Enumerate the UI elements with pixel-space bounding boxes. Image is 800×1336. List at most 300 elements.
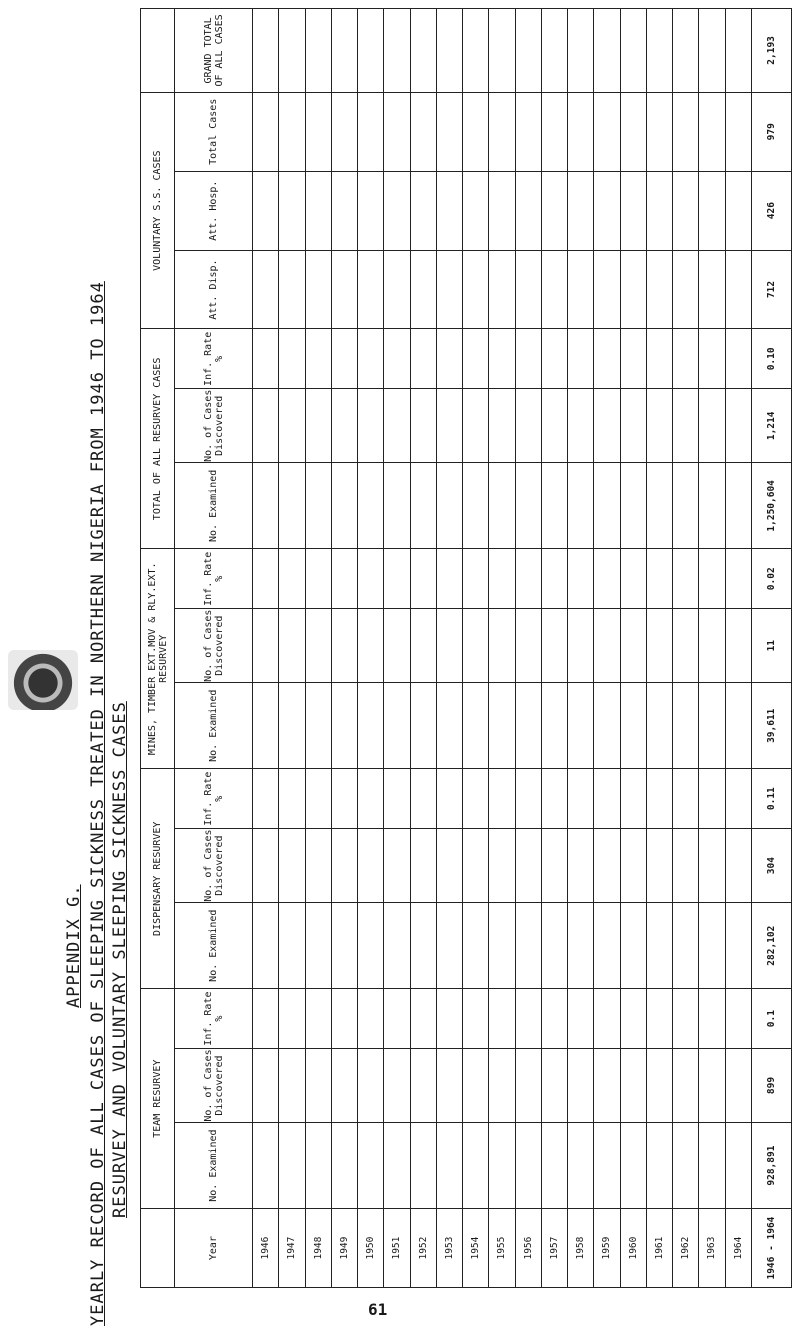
value-cell: [725, 903, 752, 989]
value-cell: [279, 549, 305, 609]
value-cell: [673, 1123, 699, 1209]
value-cell: [410, 989, 436, 1049]
year-cell: 1962: [673, 1209, 699, 1288]
value-cell: [489, 9, 515, 93]
value-cell: [305, 549, 331, 609]
value-cell: [515, 389, 541, 463]
value-cell: [568, 903, 594, 989]
value-cell: [331, 549, 357, 609]
value-cell: [331, 92, 357, 171]
value-cell: [489, 1048, 515, 1122]
value-cell: [489, 250, 515, 329]
value-cell: [253, 250, 279, 329]
value-cell: [725, 1048, 752, 1122]
table-row: [673, 9, 699, 1288]
value-cell: [568, 989, 594, 1049]
value-cell: [305, 389, 331, 463]
value-cell: [410, 683, 436, 769]
value-cell: [253, 549, 279, 609]
value-cell: [515, 1123, 541, 1209]
value-cell: [568, 1123, 594, 1209]
value-cell: [463, 92, 489, 171]
value-cell: [568, 683, 594, 769]
value-cell: [541, 92, 567, 171]
value-cell: [673, 250, 699, 329]
value-cell: [673, 829, 699, 903]
year-cell: 1964: [725, 1209, 752, 1288]
value-cell: [594, 1048, 620, 1122]
group-header: MINES, TIMBER EXT.MOV & RLY.EXT. RESURVEY: [141, 549, 175, 769]
value-cell: [410, 171, 436, 250]
value-cell: [673, 683, 699, 769]
totals-value-cell: 304: [752, 829, 792, 903]
value-cell: [331, 829, 357, 903]
value-cell: [725, 250, 752, 329]
value-cell: [358, 769, 384, 829]
value-cell: [489, 903, 515, 989]
group-header-row: [141, 9, 175, 1288]
column-header: Year: [175, 1209, 253, 1288]
value-cell: [699, 903, 725, 989]
value-cell: [620, 683, 646, 769]
value-cell: [620, 171, 646, 250]
table-body: [253, 9, 792, 1288]
value-cell: [725, 463, 752, 549]
value-cell: [463, 1048, 489, 1122]
value-cell: [568, 250, 594, 329]
column-header: No. of Cases Discovered: [175, 829, 253, 903]
value-cell: [541, 829, 567, 903]
value-cell: [279, 92, 305, 171]
value-cell: [673, 389, 699, 463]
column-header: No. Examined: [175, 683, 253, 769]
value-cell: [358, 92, 384, 171]
column-header: No. Examined: [175, 903, 253, 989]
value-cell: [331, 329, 357, 389]
value-cell: [410, 549, 436, 609]
value-cell: [699, 769, 725, 829]
year-cell: 1951: [384, 1209, 410, 1288]
value-cell: [331, 609, 357, 683]
value-cell: [725, 769, 752, 829]
value-cell: [463, 171, 489, 250]
value-cell: [279, 609, 305, 683]
value-cell: [279, 171, 305, 250]
value-cell: [541, 9, 567, 93]
value-cell: [279, 1123, 305, 1209]
value-cell: [279, 903, 305, 989]
value-cell: [725, 989, 752, 1049]
value-cell: [279, 683, 305, 769]
totals-row: [752, 9, 792, 1288]
value-cell: [436, 389, 462, 463]
value-cell: [568, 769, 594, 829]
year-cell: 1948: [305, 1209, 331, 1288]
page-number: 61: [368, 1300, 388, 1319]
value-cell: [436, 989, 462, 1049]
value-cell: [305, 609, 331, 683]
value-cell: [594, 9, 620, 93]
value-cell: [515, 609, 541, 683]
totals-value-cell: 0.11: [752, 769, 792, 829]
value-cell: [331, 903, 357, 989]
value-cell: [725, 329, 752, 389]
value-cell: [358, 250, 384, 329]
value-cell: [673, 463, 699, 549]
column-header-row: [175, 9, 253, 1288]
table-row: [253, 9, 279, 1288]
value-cell: [384, 1048, 410, 1122]
year-cell: 1960: [620, 1209, 646, 1288]
group-header: TOTAL OF ALL RESURVEY CASES: [141, 329, 175, 549]
value-cell: [331, 9, 357, 93]
value-cell: [489, 769, 515, 829]
value-cell: [253, 92, 279, 171]
value-cell: [646, 609, 672, 683]
value-cell: [620, 829, 646, 903]
value-cell: [594, 389, 620, 463]
value-cell: [541, 989, 567, 1049]
value-cell: [725, 171, 752, 250]
value-cell: [725, 9, 752, 93]
value-cell: [568, 463, 594, 549]
value-cell: [384, 329, 410, 389]
value-cell: [489, 171, 515, 250]
title-line-1: YEARLY RECORD OF ALL CASES OF SLEEPING SICKNESS TREATED IN NORTHERN NIGERIA FROM 1946 TO 1964: [88, 281, 108, 1326]
year-cell: 1946: [253, 1209, 279, 1288]
value-cell: [646, 329, 672, 389]
value-cell: [384, 903, 410, 989]
value-cell: [568, 171, 594, 250]
value-cell: [463, 250, 489, 329]
value-cell: [436, 329, 462, 389]
value-cell: [253, 1048, 279, 1122]
value-cell: [436, 171, 462, 250]
totals-value-cell: 1,250,604: [752, 463, 792, 549]
value-cell: [541, 463, 567, 549]
value-cell: [331, 171, 357, 250]
value-cell: [699, 829, 725, 903]
value-cell: [253, 1123, 279, 1209]
value-cell: [673, 609, 699, 683]
year-cell: 1956: [515, 1209, 541, 1288]
value-cell: [673, 92, 699, 171]
value-cell: [463, 683, 489, 769]
table-row: [646, 9, 672, 1288]
value-cell: [410, 329, 436, 389]
value-cell: [725, 829, 752, 903]
value-cell: [410, 463, 436, 549]
value-cell: [515, 171, 541, 250]
value-cell: [436, 829, 462, 903]
value-cell: [331, 1048, 357, 1122]
year-cell: 1959: [594, 1209, 620, 1288]
value-cell: [673, 989, 699, 1049]
value-cell: [253, 903, 279, 989]
value-cell: [515, 9, 541, 93]
value-cell: [305, 92, 331, 171]
value-cell: [305, 829, 331, 903]
value-cell: [594, 683, 620, 769]
group-header: TEAM RESURVEY: [141, 989, 175, 1209]
value-cell: [358, 683, 384, 769]
value-cell: [384, 609, 410, 683]
value-cell: [305, 171, 331, 250]
year-cell: 1950: [358, 1209, 384, 1288]
value-cell: [253, 609, 279, 683]
value-cell: [253, 329, 279, 389]
value-cell: [568, 829, 594, 903]
value-cell: [725, 683, 752, 769]
value-cell: [699, 463, 725, 549]
value-cell: [699, 683, 725, 769]
value-cell: [305, 463, 331, 549]
value-cell: [253, 171, 279, 250]
value-cell: [305, 683, 331, 769]
value-cell: [568, 549, 594, 609]
value-cell: [646, 92, 672, 171]
value-cell: [620, 463, 646, 549]
value-cell: [673, 171, 699, 250]
table-row: [699, 9, 725, 1288]
value-cell: [699, 989, 725, 1049]
value-cell: [463, 903, 489, 989]
value-cell: [358, 609, 384, 683]
value-cell: [594, 903, 620, 989]
value-cell: [436, 9, 462, 93]
value-cell: [384, 9, 410, 93]
value-cell: [410, 609, 436, 683]
value-cell: [384, 549, 410, 609]
value-cell: [305, 1048, 331, 1122]
value-cell: [699, 1123, 725, 1209]
totals-value-cell: 1,214: [752, 389, 792, 463]
value-cell: [725, 609, 752, 683]
value-cell: [515, 903, 541, 989]
totals-value-cell: 426: [752, 171, 792, 250]
value-cell: [568, 92, 594, 171]
value-cell: [673, 9, 699, 93]
value-cell: [620, 250, 646, 329]
value-cell: [410, 903, 436, 989]
value-cell: [620, 389, 646, 463]
value-cell: [436, 1048, 462, 1122]
value-cell: [699, 250, 725, 329]
value-cell: [725, 1123, 752, 1209]
value-cell: [541, 329, 567, 389]
value-cell: [279, 329, 305, 389]
value-cell: [515, 989, 541, 1049]
value-cell: [279, 829, 305, 903]
value-cell: [463, 989, 489, 1049]
value-cell: [253, 389, 279, 463]
value-cell: [331, 250, 357, 329]
value-cell: [568, 329, 594, 389]
value-cell: [463, 389, 489, 463]
table-row: [594, 9, 620, 1288]
value-cell: [568, 9, 594, 93]
totals-value-cell: 979: [752, 92, 792, 171]
year-cell: 1954: [463, 1209, 489, 1288]
table-row: [358, 9, 384, 1288]
value-cell: [620, 769, 646, 829]
value-cell: [331, 1123, 357, 1209]
value-cell: [384, 1123, 410, 1209]
value-cell: [646, 1123, 672, 1209]
column-header: Inf. Rate %: [175, 769, 253, 829]
value-cell: [436, 903, 462, 989]
table-row: [463, 9, 489, 1288]
value-cell: [646, 1048, 672, 1122]
table-row: [305, 9, 331, 1288]
table-row: [568, 9, 594, 1288]
totals-value-cell: 928,891: [752, 1123, 792, 1209]
value-cell: [253, 989, 279, 1049]
value-cell: [594, 829, 620, 903]
value-cell: [673, 769, 699, 829]
value-cell: [699, 92, 725, 171]
table-row: [620, 9, 646, 1288]
value-cell: [594, 609, 620, 683]
totals-value-cell: 0.10: [752, 329, 792, 389]
value-cell: [384, 92, 410, 171]
value-cell: [594, 769, 620, 829]
value-cell: [279, 989, 305, 1049]
value-cell: [253, 683, 279, 769]
table-row: [331, 9, 357, 1288]
year-cell: 1955: [489, 1209, 515, 1288]
value-cell: [436, 769, 462, 829]
totals-value-cell: 39,611: [752, 683, 792, 769]
value-cell: [279, 463, 305, 549]
title-line-2: RESURVEY AND VOLUNTARY SLEEPING SICKNESS CASES: [110, 701, 130, 1218]
value-cell: [305, 9, 331, 93]
value-cell: [384, 989, 410, 1049]
value-cell: [594, 250, 620, 329]
value-cell: [568, 389, 594, 463]
year-cell: 1952: [410, 1209, 436, 1288]
value-cell: [541, 683, 567, 769]
value-cell: [436, 92, 462, 171]
value-cell: [541, 389, 567, 463]
value-cell: [436, 549, 462, 609]
totals-value-cell: 11: [752, 609, 792, 683]
column-header: No. of Cases Discovered: [175, 389, 253, 463]
value-cell: [541, 171, 567, 250]
column-header: No. of Cases Discovered: [175, 609, 253, 683]
value-cell: [594, 989, 620, 1049]
value-cell: [594, 463, 620, 549]
table-row: [436, 9, 462, 1288]
value-cell: [699, 389, 725, 463]
value-cell: [279, 9, 305, 93]
year-cell: 1949: [331, 1209, 357, 1288]
value-cell: [568, 1048, 594, 1122]
value-cell: [489, 683, 515, 769]
value-cell: [463, 329, 489, 389]
value-cell: [646, 389, 672, 463]
year-cell: 1957: [541, 1209, 567, 1288]
value-cell: [358, 171, 384, 250]
totals-value-cell: 712: [752, 250, 792, 329]
value-cell: [541, 609, 567, 683]
totals-value-cell: 0.1: [752, 989, 792, 1049]
value-cell: [699, 1048, 725, 1122]
value-cell: [279, 250, 305, 329]
value-cell: [410, 389, 436, 463]
value-cell: [358, 329, 384, 389]
value-cell: [725, 92, 752, 171]
value-cell: [358, 1123, 384, 1209]
value-cell: [410, 9, 436, 93]
value-cell: [384, 463, 410, 549]
table-row: [384, 9, 410, 1288]
value-cell: [253, 9, 279, 93]
value-cell: [699, 171, 725, 250]
value-cell: [594, 549, 620, 609]
column-header: Inf. Rate %: [175, 549, 253, 609]
value-cell: [331, 769, 357, 829]
value-cell: [673, 903, 699, 989]
totals-value-cell: 282,102: [752, 903, 792, 989]
value-cell: [410, 1123, 436, 1209]
value-cell: [541, 1123, 567, 1209]
sleeping-sickness-table: [140, 8, 792, 1288]
column-header: Total Cases: [175, 92, 253, 171]
value-cell: [646, 769, 672, 829]
year-cell: 1953: [436, 1209, 462, 1288]
value-cell: [279, 389, 305, 463]
value-cell: [646, 989, 672, 1049]
column-header: No. of Cases Discovered: [175, 1048, 253, 1122]
value-cell: [358, 9, 384, 93]
value-cell: [463, 769, 489, 829]
value-cell: [646, 171, 672, 250]
value-cell: [279, 769, 305, 829]
value-cell: [541, 903, 567, 989]
value-cell: [279, 1048, 305, 1122]
value-cell: [489, 92, 515, 171]
value-cell: [489, 463, 515, 549]
value-cell: [541, 769, 567, 829]
table-row: [541, 9, 567, 1288]
value-cell: [331, 683, 357, 769]
value-cell: [646, 549, 672, 609]
value-cell: [305, 1123, 331, 1209]
value-cell: [620, 1048, 646, 1122]
value-cell: [463, 549, 489, 609]
value-cell: [305, 989, 331, 1049]
value-cell: [358, 463, 384, 549]
library-stamp-logo: [8, 650, 78, 710]
value-cell: [331, 989, 357, 1049]
value-cell: [515, 549, 541, 609]
value-cell: [463, 9, 489, 93]
value-cell: [384, 683, 410, 769]
value-cell: [358, 549, 384, 609]
column-header: GRAND TOTAL OF ALL CASES: [175, 9, 253, 93]
table-row: [725, 9, 752, 1288]
value-cell: [331, 463, 357, 549]
value-cell: [358, 829, 384, 903]
column-header: Inf. Rate %: [175, 329, 253, 389]
value-cell: [436, 250, 462, 329]
value-cell: [436, 463, 462, 549]
group-header-blank: [141, 9, 175, 93]
value-cell: [594, 329, 620, 389]
value-cell: [515, 92, 541, 171]
value-cell: [646, 829, 672, 903]
